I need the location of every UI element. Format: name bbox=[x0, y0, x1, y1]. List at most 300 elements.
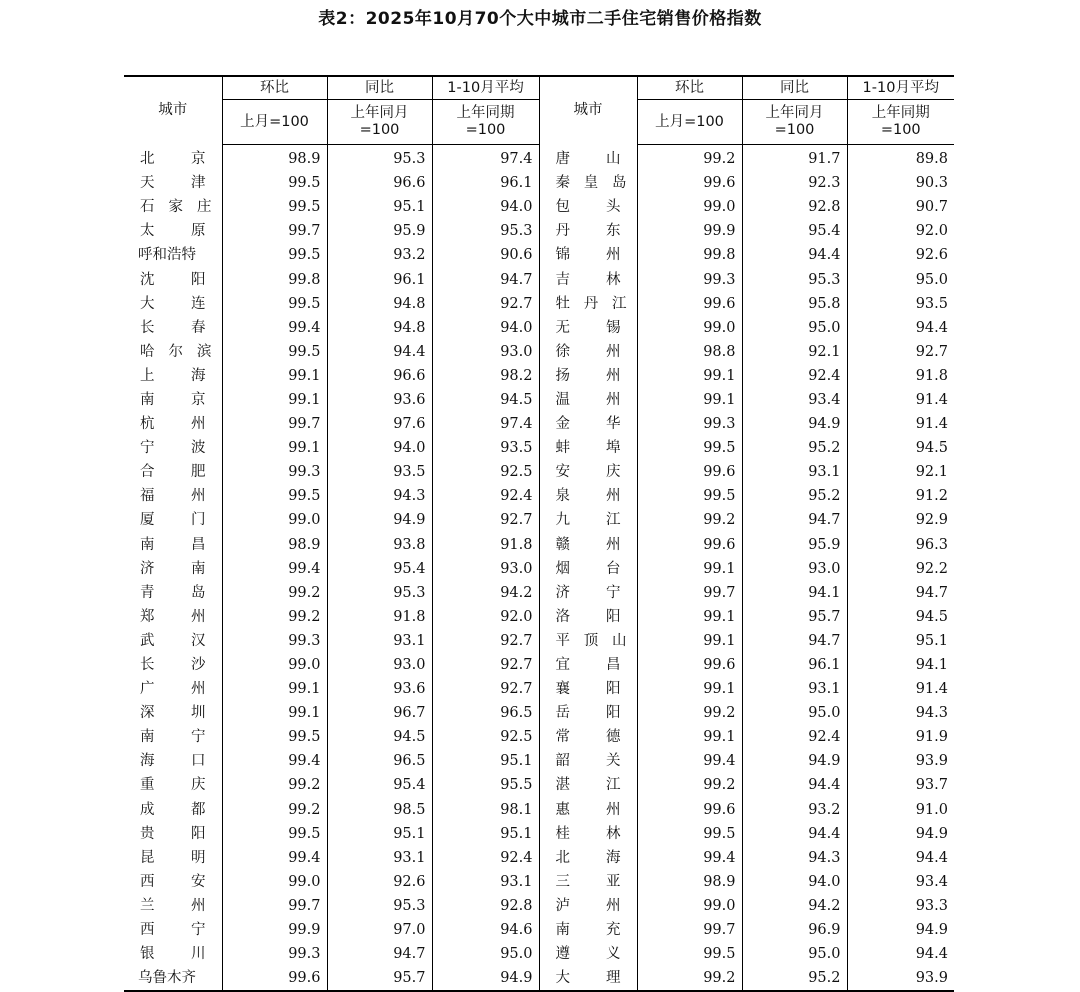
city-name bbox=[124, 460, 222, 484]
mom-value: 99.1 bbox=[222, 436, 327, 460]
city-name-text: 福 州 bbox=[140, 488, 206, 505]
avg-value: 93.7 bbox=[847, 773, 954, 797]
mom-value: 99.2 bbox=[637, 701, 742, 725]
avg-value: 91.4 bbox=[847, 412, 954, 436]
mom-value: 99.5 bbox=[222, 292, 327, 316]
yoy-value: 95.9 bbox=[327, 219, 432, 243]
city-name-text: 湛 江 bbox=[555, 777, 621, 794]
yoy-value: 92.1 bbox=[742, 340, 847, 364]
mom-value: 99.5 bbox=[637, 484, 742, 508]
avg-value: 96.5 bbox=[432, 701, 539, 725]
city-name-text: 银 川 bbox=[140, 946, 206, 963]
mom-value: 99.1 bbox=[637, 557, 742, 581]
yoy-value: 95.3 bbox=[327, 145, 432, 172]
avg-value: 92.7 bbox=[432, 508, 539, 532]
yoy-value: 95.4 bbox=[327, 773, 432, 797]
yoy-value: 94.4 bbox=[742, 243, 847, 267]
city-name-text: 唐 山 bbox=[555, 150, 621, 167]
avg-value: 95.5 bbox=[432, 773, 539, 797]
city-name bbox=[539, 316, 637, 340]
city-name bbox=[539, 145, 637, 172]
avg-base-line1: 上年同期 bbox=[871, 105, 930, 121]
city-name-text: 桂 林 bbox=[555, 825, 621, 842]
city-name-text: 北 海 bbox=[555, 849, 621, 866]
city-name-text: 平 顶 山 bbox=[555, 632, 627, 649]
city-name-text: 济 宁 bbox=[555, 584, 621, 601]
city-name-text: 武 汉 bbox=[140, 632, 206, 649]
table-row bbox=[124, 677, 954, 701]
city-name bbox=[124, 412, 222, 436]
city-name-text: 郑 州 bbox=[140, 608, 206, 625]
city-name bbox=[539, 388, 637, 412]
mom-value: 99.0 bbox=[637, 316, 742, 340]
avg-value: 95.1 bbox=[847, 629, 954, 653]
table-row bbox=[124, 918, 954, 942]
city-name bbox=[124, 292, 222, 316]
table-row bbox=[124, 894, 954, 918]
yoy-value: 94.9 bbox=[742, 412, 847, 436]
yoy-base-line2: =100 bbox=[774, 122, 815, 138]
avg-value: 94.2 bbox=[432, 581, 539, 605]
city-name-text: 大 理 bbox=[555, 970, 621, 987]
city-name bbox=[539, 581, 637, 605]
city-name bbox=[539, 894, 637, 918]
city-name-text: 三 亚 bbox=[555, 873, 621, 890]
city-name-text: 厦 门 bbox=[140, 512, 206, 529]
avg-value: 94.4 bbox=[847, 316, 954, 340]
mom-value: 99.2 bbox=[222, 581, 327, 605]
table-row bbox=[124, 460, 954, 484]
yoy-value: 96.1 bbox=[327, 267, 432, 291]
city-name bbox=[539, 725, 637, 749]
yoy-value: 98.5 bbox=[327, 798, 432, 822]
city-name bbox=[539, 629, 637, 653]
city-name-text: 石 家 庄 bbox=[140, 199, 212, 216]
mom-value: 99.1 bbox=[222, 388, 327, 412]
mom-value: 98.9 bbox=[222, 533, 327, 557]
city-name-text: 蚌 埠 bbox=[555, 440, 621, 457]
mom-value: 99.3 bbox=[222, 942, 327, 966]
city-name-text: 牡 丹 江 bbox=[555, 295, 627, 312]
city-name bbox=[539, 942, 637, 966]
table-row bbox=[124, 316, 954, 340]
city-name bbox=[539, 171, 637, 195]
table-row bbox=[124, 533, 954, 557]
avg-value: 97.4 bbox=[432, 145, 539, 172]
avg-value: 92.2 bbox=[847, 557, 954, 581]
avg-value: 94.0 bbox=[432, 195, 539, 219]
avg-value: 94.4 bbox=[847, 846, 954, 870]
city-name bbox=[124, 749, 222, 773]
city-name-text: 长 春 bbox=[140, 319, 206, 336]
yoy-value: 95.4 bbox=[327, 557, 432, 581]
avg-value: 92.7 bbox=[432, 677, 539, 701]
mom-value: 99.3 bbox=[222, 629, 327, 653]
city-name bbox=[539, 533, 637, 557]
city-name bbox=[124, 388, 222, 412]
city-name bbox=[124, 267, 222, 291]
mom-value: 99.5 bbox=[637, 822, 742, 846]
mom-value: 99.5 bbox=[637, 942, 742, 966]
mom-value: 99.7 bbox=[222, 894, 327, 918]
city-name bbox=[539, 292, 637, 316]
avg-value: 95.1 bbox=[432, 822, 539, 846]
table-row bbox=[124, 942, 954, 966]
avg-value: 90.3 bbox=[847, 171, 954, 195]
avg-value: 92.1 bbox=[847, 460, 954, 484]
mom-value: 99.9 bbox=[637, 219, 742, 243]
yoy-value: 92.6 bbox=[327, 870, 432, 894]
avg-value: 93.0 bbox=[432, 340, 539, 364]
yoy-value: 96.6 bbox=[327, 171, 432, 195]
yoy-value: 97.6 bbox=[327, 412, 432, 436]
avg-value: 92.7 bbox=[432, 629, 539, 653]
table-row bbox=[124, 243, 954, 267]
yoy-value: 95.8 bbox=[742, 292, 847, 316]
city-name-text: 哈 尔 滨 bbox=[140, 343, 212, 360]
city-name-text: 沈 阳 bbox=[140, 271, 206, 288]
avg-base-header bbox=[847, 100, 954, 145]
yoy-value: 91.7 bbox=[742, 145, 847, 172]
table-row bbox=[124, 581, 954, 605]
table-row bbox=[124, 340, 954, 364]
avg-value: 91.0 bbox=[847, 798, 954, 822]
yoy-value: 97.0 bbox=[327, 918, 432, 942]
city-name bbox=[124, 581, 222, 605]
avg-value: 92.6 bbox=[847, 243, 954, 267]
mom-value: 99.7 bbox=[637, 581, 742, 605]
city-name-text: 温 州 bbox=[555, 391, 621, 408]
mom-value: 99.7 bbox=[637, 918, 742, 942]
city-name bbox=[124, 798, 222, 822]
city-name-text: 岳 阳 bbox=[555, 705, 621, 722]
table-body bbox=[124, 145, 954, 992]
city-name bbox=[124, 484, 222, 508]
city-name-text: 无 锡 bbox=[555, 319, 621, 336]
yoy-value: 96.7 bbox=[327, 701, 432, 725]
yoy-value: 93.1 bbox=[327, 846, 432, 870]
city-name-text: 遵 义 bbox=[555, 946, 621, 963]
yoy-value: 95.2 bbox=[742, 436, 847, 460]
mom-value: 99.2 bbox=[222, 773, 327, 797]
yoy-value: 95.3 bbox=[327, 581, 432, 605]
city-name-text: 大 连 bbox=[140, 295, 206, 312]
yoy-value: 92.8 bbox=[742, 195, 847, 219]
avg-value: 94.0 bbox=[432, 316, 539, 340]
table-row bbox=[124, 798, 954, 822]
yoy-value: 94.0 bbox=[742, 870, 847, 894]
mom-value: 99.5 bbox=[222, 822, 327, 846]
city-name bbox=[124, 629, 222, 653]
city-name bbox=[539, 653, 637, 677]
mom-value: 99.5 bbox=[222, 171, 327, 195]
yoy-value: 95.2 bbox=[742, 484, 847, 508]
table-row bbox=[124, 749, 954, 773]
avg-value: 94.5 bbox=[847, 436, 954, 460]
city-name bbox=[539, 701, 637, 725]
city-name-text: 宜 昌 bbox=[555, 657, 621, 674]
city-name-text: 成 都 bbox=[140, 801, 206, 818]
mom-value: 99.7 bbox=[222, 412, 327, 436]
city-name bbox=[124, 677, 222, 701]
avg-value: 92.8 bbox=[432, 894, 539, 918]
yoy-value: 93.2 bbox=[327, 243, 432, 267]
mom-value: 99.6 bbox=[637, 171, 742, 195]
yoy-group-header: 同比 bbox=[742, 76, 847, 100]
yoy-value: 94.4 bbox=[327, 340, 432, 364]
avg-value: 92.9 bbox=[847, 508, 954, 532]
city-name-text: 合 肥 bbox=[140, 464, 206, 481]
avg-value: 92.0 bbox=[432, 605, 539, 629]
avg-value: 95.0 bbox=[432, 942, 539, 966]
mom-group-header: 环比 bbox=[637, 76, 742, 100]
city-name-text: 泉 州 bbox=[555, 488, 621, 505]
mom-value: 98.8 bbox=[637, 340, 742, 364]
city-name-text: 南 京 bbox=[140, 391, 206, 408]
city-name-text: 长 沙 bbox=[140, 657, 206, 674]
city-name bbox=[539, 846, 637, 870]
city-name-text: 乌鲁木齐 bbox=[138, 970, 196, 987]
city-name-text: 秦 皇 岛 bbox=[555, 175, 627, 192]
avg-value: 94.7 bbox=[847, 581, 954, 605]
city-name-text: 贵 阳 bbox=[140, 825, 206, 842]
yoy-group-header: 同比 bbox=[327, 76, 432, 100]
yoy-value: 94.0 bbox=[327, 436, 432, 460]
table-row bbox=[124, 388, 954, 412]
avg-value: 91.2 bbox=[847, 484, 954, 508]
city-name-text: 锦 州 bbox=[555, 247, 621, 264]
yoy-value: 93.0 bbox=[742, 557, 847, 581]
yoy-value: 92.4 bbox=[742, 725, 847, 749]
avg-value: 92.4 bbox=[432, 484, 539, 508]
avg-value: 94.5 bbox=[432, 388, 539, 412]
table-row bbox=[124, 412, 954, 436]
city-name bbox=[124, 195, 222, 219]
avg-value: 91.8 bbox=[847, 364, 954, 388]
mom-value: 99.4 bbox=[222, 846, 327, 870]
mom-value: 99.0 bbox=[222, 653, 327, 677]
avg-value: 94.9 bbox=[847, 822, 954, 846]
avg-value: 92.0 bbox=[847, 219, 954, 243]
table-row bbox=[124, 508, 954, 532]
table-row bbox=[124, 145, 954, 172]
city-name bbox=[124, 894, 222, 918]
city-name bbox=[124, 605, 222, 629]
yoy-value: 94.3 bbox=[327, 484, 432, 508]
city-name bbox=[124, 340, 222, 364]
avg-group-header: 1-10月平均 bbox=[432, 76, 539, 100]
mom-value: 99.1 bbox=[637, 677, 742, 701]
table-row bbox=[124, 605, 954, 629]
yoy-value: 94.9 bbox=[327, 508, 432, 532]
city-name-text: 烟 台 bbox=[555, 560, 621, 577]
avg-base-line1: 上年同期 bbox=[456, 105, 515, 121]
yoy-value: 94.7 bbox=[327, 942, 432, 966]
mom-value: 99.1 bbox=[637, 725, 742, 749]
yoy-value: 95.0 bbox=[742, 701, 847, 725]
city-name bbox=[539, 243, 637, 267]
city-name bbox=[539, 364, 637, 388]
mom-value: 99.5 bbox=[222, 725, 327, 749]
yoy-base-header bbox=[742, 100, 847, 145]
mom-value: 99.1 bbox=[222, 677, 327, 701]
table-row bbox=[124, 701, 954, 725]
city-name-text: 襄 阳 bbox=[555, 681, 621, 698]
yoy-value: 93.1 bbox=[742, 677, 847, 701]
city-name-text: 徐 州 bbox=[555, 343, 621, 360]
mom-value: 99.4 bbox=[637, 846, 742, 870]
mom-value: 99.1 bbox=[637, 364, 742, 388]
avg-value: 97.4 bbox=[432, 412, 539, 436]
yoy-value: 94.3 bbox=[742, 846, 847, 870]
yoy-base-line1: 上年同月 bbox=[765, 105, 824, 121]
city-name-text: 泸 州 bbox=[555, 897, 621, 914]
avg-value: 91.8 bbox=[432, 533, 539, 557]
mom-value: 99.2 bbox=[637, 773, 742, 797]
avg-value: 95.1 bbox=[432, 749, 539, 773]
mom-base-header: 上月=100 bbox=[222, 100, 327, 145]
mom-value: 99.6 bbox=[637, 653, 742, 677]
city-column-header: 城市 bbox=[158, 102, 188, 119]
mom-value: 99.0 bbox=[637, 195, 742, 219]
yoy-value: 94.8 bbox=[327, 292, 432, 316]
yoy-value: 95.2 bbox=[742, 966, 847, 991]
city-name bbox=[124, 725, 222, 749]
mom-value: 99.5 bbox=[637, 436, 742, 460]
city-name-text: 广 州 bbox=[140, 681, 206, 698]
city-name bbox=[124, 533, 222, 557]
mom-value: 98.9 bbox=[222, 145, 327, 172]
avg-value: 94.3 bbox=[847, 701, 954, 725]
yoy-value: 95.9 bbox=[742, 533, 847, 557]
city-name-text: 天 津 bbox=[140, 175, 206, 192]
city-name-text: 杭 州 bbox=[140, 416, 206, 433]
avg-value: 94.6 bbox=[432, 918, 539, 942]
city-name-text: 重 庆 bbox=[140, 777, 206, 794]
city-name-text: 太 原 bbox=[140, 223, 206, 240]
table-row bbox=[124, 557, 954, 581]
yoy-value: 95.3 bbox=[327, 894, 432, 918]
mom-value: 99.2 bbox=[637, 966, 742, 991]
city-name-text: 吉 林 bbox=[555, 271, 621, 288]
mom-value: 99.3 bbox=[637, 267, 742, 291]
avg-value: 93.1 bbox=[432, 870, 539, 894]
mom-value: 99.0 bbox=[637, 894, 742, 918]
mom-value: 99.5 bbox=[222, 243, 327, 267]
yoy-value: 93.1 bbox=[742, 460, 847, 484]
city-name bbox=[539, 412, 637, 436]
city-name-text: 九 江 bbox=[555, 512, 621, 529]
yoy-value: 94.4 bbox=[742, 773, 847, 797]
city-name-text: 包 头 bbox=[555, 199, 621, 216]
city-column-header: 城市 bbox=[539, 76, 637, 145]
city-name-text: 上 海 bbox=[140, 367, 206, 384]
avg-value: 95.0 bbox=[847, 267, 954, 291]
mom-value: 99.3 bbox=[222, 460, 327, 484]
city-name-text: 洛 阳 bbox=[555, 608, 621, 625]
avg-value: 92.4 bbox=[432, 846, 539, 870]
mom-value: 99.1 bbox=[222, 701, 327, 725]
city-name-text: 赣 州 bbox=[555, 536, 621, 553]
city-name bbox=[124, 846, 222, 870]
yoy-value: 92.3 bbox=[742, 171, 847, 195]
mom-value: 99.4 bbox=[637, 749, 742, 773]
avg-value: 92.7 bbox=[432, 653, 539, 677]
yoy-value: 96.5 bbox=[327, 749, 432, 773]
table-row bbox=[124, 653, 954, 677]
city-name-text: 北 京 bbox=[140, 150, 206, 167]
yoy-value: 93.8 bbox=[327, 533, 432, 557]
table-row bbox=[124, 267, 954, 291]
mom-value: 99.5 bbox=[222, 195, 327, 219]
avg-value: 93.5 bbox=[432, 436, 539, 460]
yoy-value: 95.1 bbox=[327, 822, 432, 846]
city-name bbox=[124, 171, 222, 195]
avg-value: 94.9 bbox=[847, 918, 954, 942]
city-name bbox=[124, 870, 222, 894]
mom-value: 99.9 bbox=[222, 918, 327, 942]
table-row bbox=[124, 364, 954, 388]
city-name-text: 济 南 bbox=[140, 560, 206, 577]
city-name bbox=[539, 267, 637, 291]
avg-base-line2: =100 bbox=[880, 122, 921, 138]
mom-value: 99.6 bbox=[637, 798, 742, 822]
mom-value: 99.8 bbox=[637, 243, 742, 267]
avg-value: 94.9 bbox=[432, 966, 539, 991]
table-row bbox=[124, 822, 954, 846]
city-name-text: 安 庆 bbox=[555, 464, 621, 481]
avg-value: 94.4 bbox=[847, 942, 954, 966]
yoy-value: 95.0 bbox=[742, 316, 847, 340]
yoy-value: 94.8 bbox=[327, 316, 432, 340]
city-name bbox=[124, 918, 222, 942]
avg-value: 92.7 bbox=[432, 292, 539, 316]
price-index-table bbox=[124, 75, 954, 992]
city-name bbox=[539, 749, 637, 773]
yoy-base-line1: 上年同月 bbox=[350, 105, 409, 121]
avg-value: 93.3 bbox=[847, 894, 954, 918]
mom-value: 99.6 bbox=[637, 460, 742, 484]
avg-base-header bbox=[432, 100, 539, 145]
avg-value: 89.8 bbox=[847, 145, 954, 172]
yoy-value: 95.3 bbox=[742, 267, 847, 291]
yoy-value: 94.1 bbox=[742, 581, 847, 605]
mom-value: 99.1 bbox=[222, 364, 327, 388]
city-name-text: 惠 州 bbox=[555, 801, 621, 818]
table-row bbox=[124, 171, 954, 195]
avg-group-header: 1-10月平均 bbox=[847, 76, 954, 100]
yoy-value: 93.2 bbox=[742, 798, 847, 822]
avg-value: 93.0 bbox=[432, 557, 539, 581]
city-name bbox=[539, 870, 637, 894]
avg-value: 96.1 bbox=[432, 171, 539, 195]
city-name-text: 海 口 bbox=[140, 753, 206, 770]
city-name-text: 昆 明 bbox=[140, 849, 206, 866]
city-name bbox=[539, 340, 637, 364]
mom-value: 99.4 bbox=[222, 749, 327, 773]
mom-value: 99.1 bbox=[637, 629, 742, 653]
avg-value: 91.9 bbox=[847, 725, 954, 749]
city-name bbox=[124, 773, 222, 797]
city-name-text: 金 华 bbox=[555, 416, 621, 433]
city-name bbox=[539, 484, 637, 508]
city-name-text: 扬 州 bbox=[555, 367, 621, 384]
mom-value: 99.0 bbox=[222, 870, 327, 894]
mom-value: 99.1 bbox=[637, 388, 742, 412]
table-row bbox=[124, 292, 954, 316]
yoy-value: 93.6 bbox=[327, 677, 432, 701]
yoy-value: 93.0 bbox=[327, 653, 432, 677]
